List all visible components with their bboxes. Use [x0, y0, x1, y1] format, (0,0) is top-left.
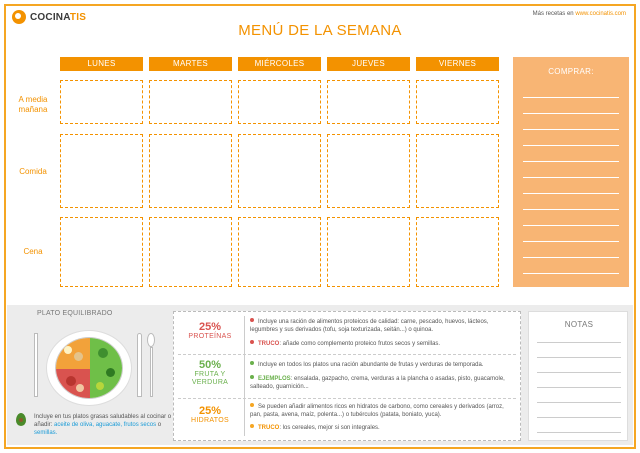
group-carbs — [180, 405, 240, 425]
row-label-morning: A media mañana — [18, 95, 48, 114]
notes-line — [537, 372, 621, 373]
group-proteins-percent: 25% — [198, 321, 222, 333]
shopping-list-title: COMPRAR: — [548, 67, 594, 76]
shopping-line — [523, 209, 619, 210]
group-fruit-veg: 50% FRUTA Y VERDURA — [180, 359, 240, 387]
divider — [178, 398, 516, 399]
shopping-line — [523, 129, 619, 130]
cell-monday-dinner[interactable] — [60, 217, 143, 287]
cell-wednesday-dinner[interactable] — [238, 217, 321, 287]
notes-title: NOTAS — [564, 320, 594, 329]
cell-friday-morning[interactable] — [416, 80, 499, 124]
group-fruit-veg-percent: 50% — [198, 359, 222, 371]
fork-icon — [34, 333, 38, 397]
notes-line — [537, 402, 621, 403]
shopping-line — [523, 273, 619, 274]
shopping-line — [523, 113, 619, 114]
knife-icon — [137, 333, 142, 397]
row-label-dinner: Cena — [23, 247, 43, 256]
spoon-icon — [147, 333, 155, 397]
notes-line — [537, 357, 621, 358]
cell-wednesday-lunch[interactable] — [238, 134, 321, 208]
shopping-line — [523, 145, 619, 146]
shopping-line — [523, 225, 619, 226]
shopping-line — [523, 257, 619, 258]
plate-title: PLATO EQUILIBRADO — [37, 310, 113, 317]
cell-tuesday-morning[interactable] — [149, 80, 232, 124]
shopping-line — [523, 161, 619, 162]
row-label-lunch: Comida — [19, 167, 47, 176]
plate-sections-icon — [55, 337, 123, 399]
divider — [178, 354, 516, 355]
page-title: MENÚ DE LA SEMANA — [238, 22, 402, 39]
group-proteins — [180, 321, 240, 341]
group-carbs-percent: 25% — [198, 405, 222, 417]
cell-monday-morning[interactable] — [60, 80, 143, 124]
logo-text: COCINATIS — [30, 11, 87, 23]
cell-thursday-dinner[interactable] — [327, 217, 410, 287]
cell-friday-dinner[interactable] — [416, 217, 499, 287]
cell-thursday-morning[interactable] — [327, 80, 410, 124]
group-proteins-label: PROTEÍNAS — [188, 333, 232, 340]
day-header-thursday: JUEVES — [327, 57, 410, 71]
more-recipes-label: Más recetas en — [532, 11, 574, 17]
cell-thursday-lunch[interactable] — [327, 134, 410, 208]
notes-line — [537, 417, 621, 418]
more-recipes-link[interactable]: www.cocinatis.com — [575, 11, 626, 17]
fruit-veg-examples: EJEMPLOS: ensalada, gazpacho, crema, verduras a la plancha o asadas, pisto, guacamole, salteado, guarnición... — [250, 376, 505, 390]
proteins-tip: TRUCO: añade como complemento proteico frutos secos y semillas. — [250, 340, 516, 348]
fruit-veg-text: Incluye en todos los platos una ración abundante de frutas y verduras de temporada. — [250, 361, 516, 369]
proteins-text: Incluye una ración de alimentos proteicos de calidad: carne, pescado, huevos, lácteos, legumbres y sus derivados (tofu, soja texturizada, seitán...) o quinoa. — [250, 319, 489, 333]
avocado-icon — [16, 413, 26, 426]
group-fruit-veg-label: FRUTA Y — [194, 371, 226, 378]
day-header-monday: LUNES — [60, 57, 143, 71]
carbs-tip: TRUCO: los cereales, mejor si son integrales. — [250, 424, 516, 432]
healthy-fats-note: Incluye en tus platos grasas saludables al cocinar o añadir: aceite de oliva, aguacate, frutos secos o semillas. — [34, 414, 172, 436]
notes-line — [537, 387, 621, 388]
shopping-line — [523, 193, 619, 194]
shopping-line — [523, 177, 619, 178]
shopping-list[interactable] — [513, 57, 629, 287]
notes-panel[interactable] — [528, 311, 628, 441]
day-header-wednesday: MIÉRCOLES — [238, 57, 321, 71]
cell-monday-lunch[interactable] — [60, 134, 143, 208]
cell-wednesday-morning[interactable] — [238, 80, 321, 124]
group-carbs-label: HIDRATOS — [191, 417, 229, 424]
cell-friday-lunch[interactable] — [416, 134, 499, 208]
day-header-friday: VIERNES — [416, 57, 499, 71]
day-header-tuesday: MARTES — [149, 57, 232, 71]
cell-tuesday-dinner[interactable] — [149, 217, 232, 287]
cell-tuesday-lunch[interactable] — [149, 134, 232, 208]
carbs-text: Se pueden añadir alimentos ricos en hidratos de carbono, como cereales y derivados (arroz, pan, pasta, avena, maíz, polenta...) o tubérculos (patata, boniato, yuca). — [250, 404, 504, 418]
more-recipes — [533, 11, 626, 17]
notes-line — [537, 432, 621, 433]
shopping-line — [523, 97, 619, 98]
shopping-line — [523, 241, 619, 242]
divider — [244, 316, 245, 436]
notes-line — [537, 342, 621, 343]
